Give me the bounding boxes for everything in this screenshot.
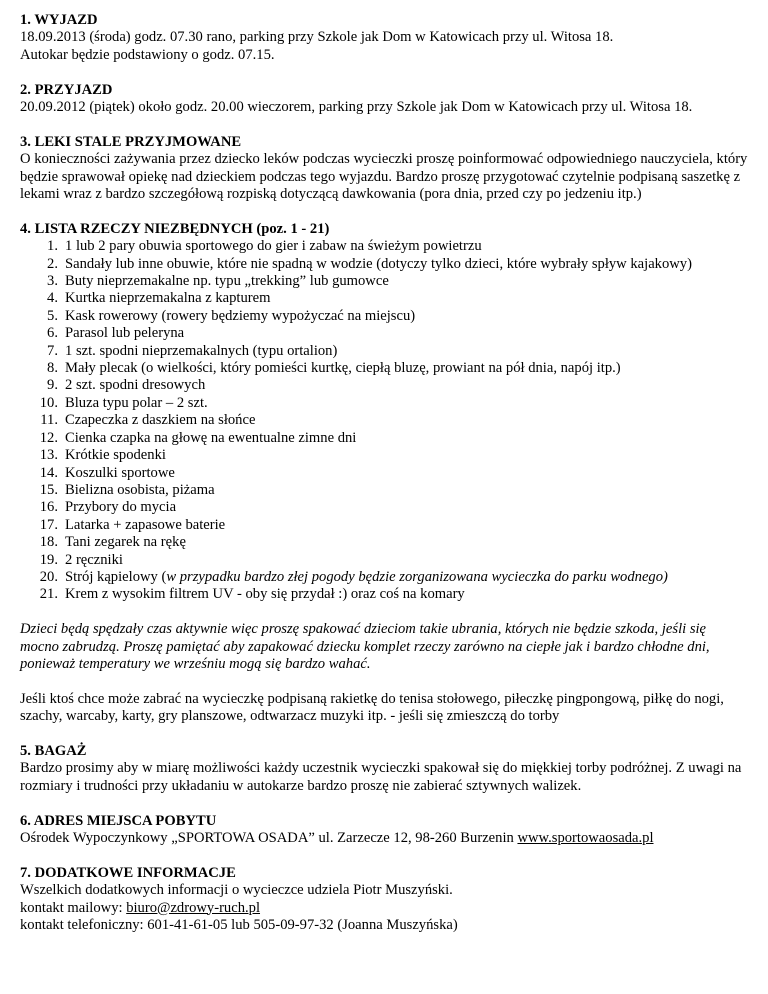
- list-item: [20, 238, 748, 255]
- item-text: 2 ręczniki: [65, 551, 123, 568]
- item-text: Strój kąpielowy (: [65, 568, 167, 585]
- item-number: 4.: [47, 290, 58, 307]
- item-number: 3.: [47, 273, 58, 290]
- item-text: Krótkie spodenki: [65, 447, 166, 464]
- list-item: [20, 569, 748, 586]
- section-arrival: [20, 82, 748, 117]
- item-text-italic: w przypadku bardzo złej pogody będzie zorganizowana wycieczka do parku wodnego): [166, 568, 668, 585]
- item-number: 13.: [39, 447, 58, 464]
- address-text: Ośrodek Wypoczynkowy „SPORTOWA OSADA” ul. Zarzecze 12, 98-260 Burzenin: [20, 829, 518, 846]
- list-item: [20, 517, 748, 534]
- item-text: Bielizna osobista, piżama: [65, 481, 215, 498]
- item-number: 7.: [47, 342, 58, 359]
- section-departure: [20, 12, 748, 64]
- item-text: Tani zegarek na rękę: [65, 534, 186, 551]
- section-medications: [20, 134, 748, 204]
- website-link[interactable]: www.sportowaosada.pl: [517, 829, 654, 846]
- list-item: [20, 447, 748, 464]
- section-heading: 4. LISTA RZECZY NIEZBĘDNYCH (poz. 1 - 21): [20, 220, 330, 237]
- list-item: [20, 465, 748, 482]
- list-item: [20, 552, 748, 569]
- item-text: Bluza typu polar – 2 szt.: [65, 394, 208, 411]
- item-number: 6.: [47, 325, 58, 342]
- section-additional-info: [20, 865, 748, 935]
- section-heading: 2. PRZYJAZD: [20, 81, 113, 98]
- item-number: 19.: [39, 551, 58, 568]
- item-number: 14.: [39, 464, 58, 481]
- list-item: [20, 430, 748, 447]
- section-heading: 1. WYJAZD: [20, 12, 98, 28]
- item-text: Kurtka nieprzemakalna z kapturem: [65, 290, 271, 307]
- item-number: 1.: [47, 238, 58, 255]
- list-item: [20, 412, 748, 429]
- list-item: [20, 395, 748, 412]
- section-packing-list: [20, 221, 748, 726]
- item-text: Koszulki sportowe: [65, 464, 175, 481]
- item-text: Mały plecak (o wielkości, który pomieści kurtkę, ciepłą bluzę, prowiant na pół dnia, napój itp.): [65, 360, 621, 377]
- section-address: [20, 813, 748, 848]
- phone-line: kontakt telefoniczny: 601-41-61-05 lub 505-09-97-32 (Joanna Muszyńska): [20, 917, 458, 933]
- list-item: [20, 360, 748, 377]
- item-number: 16.: [39, 499, 58, 516]
- departure-line: Autokar będzie podstawiony o godz. 07.15.: [20, 46, 275, 63]
- item-number: 21.: [39, 586, 58, 603]
- item-text: Buty nieprzemakalne np. typu „trekking” lub gumowce: [65, 273, 389, 290]
- item-number: 12.: [39, 429, 58, 446]
- section-heading: 3. LEKI STALE PRZYJMOWANE: [20, 133, 242, 150]
- list-item: [20, 586, 748, 603]
- item-text: 1 lub 2 pary obuwia sportowego do gier i zabaw na świeżym powietrzu: [65, 238, 482, 255]
- email-label: kontakt mailowy:: [20, 899, 127, 916]
- luggage-text: Bardzo prosimy aby w miarę możliwości każdy uczestnik wycieczki spakował się do miękkiej torby podróżnej. Z uwagi na rozmiary i trudności przy układaniu w autokarze bardzo proszę nie zabierać sztywnych walizek.: [20, 760, 742, 794]
- arrival-line: 20.09.2012 (piątek) około godz. 20.00 wieczorem, parking przy Szkole jak Dom w Katowicach przy ul. Witosa 18.: [20, 99, 693, 116]
- list-item: [20, 290, 748, 307]
- list-item: [20, 482, 748, 499]
- item-text: Cienka czapka na głowę na ewentualne zimne dni: [65, 429, 357, 446]
- list-item: [20, 273, 748, 290]
- item-number: 18.: [39, 534, 58, 551]
- item-text: 1 szt. spodni nieprzemakalnych (typu ortalion): [65, 342, 338, 359]
- item-number: 17.: [39, 516, 58, 533]
- item-number: 20.: [39, 568, 58, 585]
- item-text: Latarka + zapasowe baterie: [65, 516, 226, 533]
- item-number: 9.: [47, 377, 58, 394]
- departure-line: 18.09.2013 (środa) godz. 07.30 rano, parking przy Szkole jak Dom w Katowicach przy ul. Witosa 18.: [20, 29, 614, 46]
- item-text: Czapeczka z daszkiem na słońce: [65, 412, 256, 429]
- list-item: [20, 325, 748, 342]
- section-heading: 5. BAGAŻ: [20, 742, 87, 759]
- item-text: Przybory do mycia: [65, 499, 177, 516]
- item-text: Kask rowerowy (rowery będziemy wypożyczać na miejscu): [65, 307, 416, 324]
- list-item: [20, 377, 748, 394]
- address-line: [20, 830, 748, 847]
- item-number: 8.: [47, 360, 58, 377]
- item-number: 10.: [39, 394, 58, 411]
- section-heading: 6. ADRES MIEJSCA POBYTU: [20, 812, 217, 829]
- item-number: 2.: [47, 255, 58, 272]
- section-luggage: [20, 743, 748, 795]
- item-number: 15.: [39, 481, 58, 498]
- item-text: Krem z wysokim filtrem UV - oby się przydał :) oraz coś na komary: [65, 586, 465, 603]
- email-link[interactable]: biuro@zdrowy-ruch.pl: [126, 899, 261, 916]
- email-line: [20, 900, 748, 917]
- list-item: [20, 308, 748, 325]
- info-line: Wszelkich dodatkowych informacji o wycieczce udziela Piotr Muszyński.: [20, 882, 453, 899]
- list-item: [20, 534, 748, 551]
- list-item: [20, 499, 748, 516]
- list-item: [20, 343, 748, 360]
- item-number: 11.: [40, 412, 58, 429]
- item-text: 2 szt. spodni dresowych: [65, 377, 206, 394]
- section-heading: 7. DODATKOWE INFORMACJE: [20, 864, 236, 881]
- list-item: [20, 256, 748, 273]
- packing-note: Dzieci będą spędzały czas aktywnie więc proszę spakować dzieciom takie ubrania, których nie będzie szkoda, jeśli się mocno zabrudzą. Proszę pamiętać aby zapakować dziecku komplet rzeczy zarówno na ciepłe jak i bardzo chłodne dni, ponieważ temperatury we wrześniu mogą się bardzo wahać.: [20, 621, 710, 672]
- item-text: Sandały lub inne obuwie, które nie spadną w wodzie (dotyczy tylko dzieci, które wybrały spływ kajakowy): [65, 255, 692, 272]
- item-number: 5.: [47, 307, 58, 324]
- packing-list: [20, 238, 748, 604]
- medications-text: O konieczności zażywania przez dziecko leków podczas wycieczki proszę poinformować odpowiedniego nauczyciela, który będzie sprawował opiekę nad dzieckiem podczas tego wyjazdu. Bardzo proszę przygotować czytelnie podpisaną saszetkę z lekami wraz z bardzo szczegółową rozpiską dotyczącą dawkowania (pora dnia, przed czy po jedzeniu itp.): [20, 151, 748, 203]
- optional-items-note: Jeśli ktoś chce może zabrać na wycieczkę podpisaną rakietkę do tenisa stołowego, piłeczkę pingpongową, piłkę do nogi, szachy, warcaby, karty, gry planszowe, odtwarzacz muzyki itp. - jeśli się zmieszczą do torby: [20, 690, 724, 725]
- item-text: Parasol lub peleryna: [65, 325, 185, 342]
